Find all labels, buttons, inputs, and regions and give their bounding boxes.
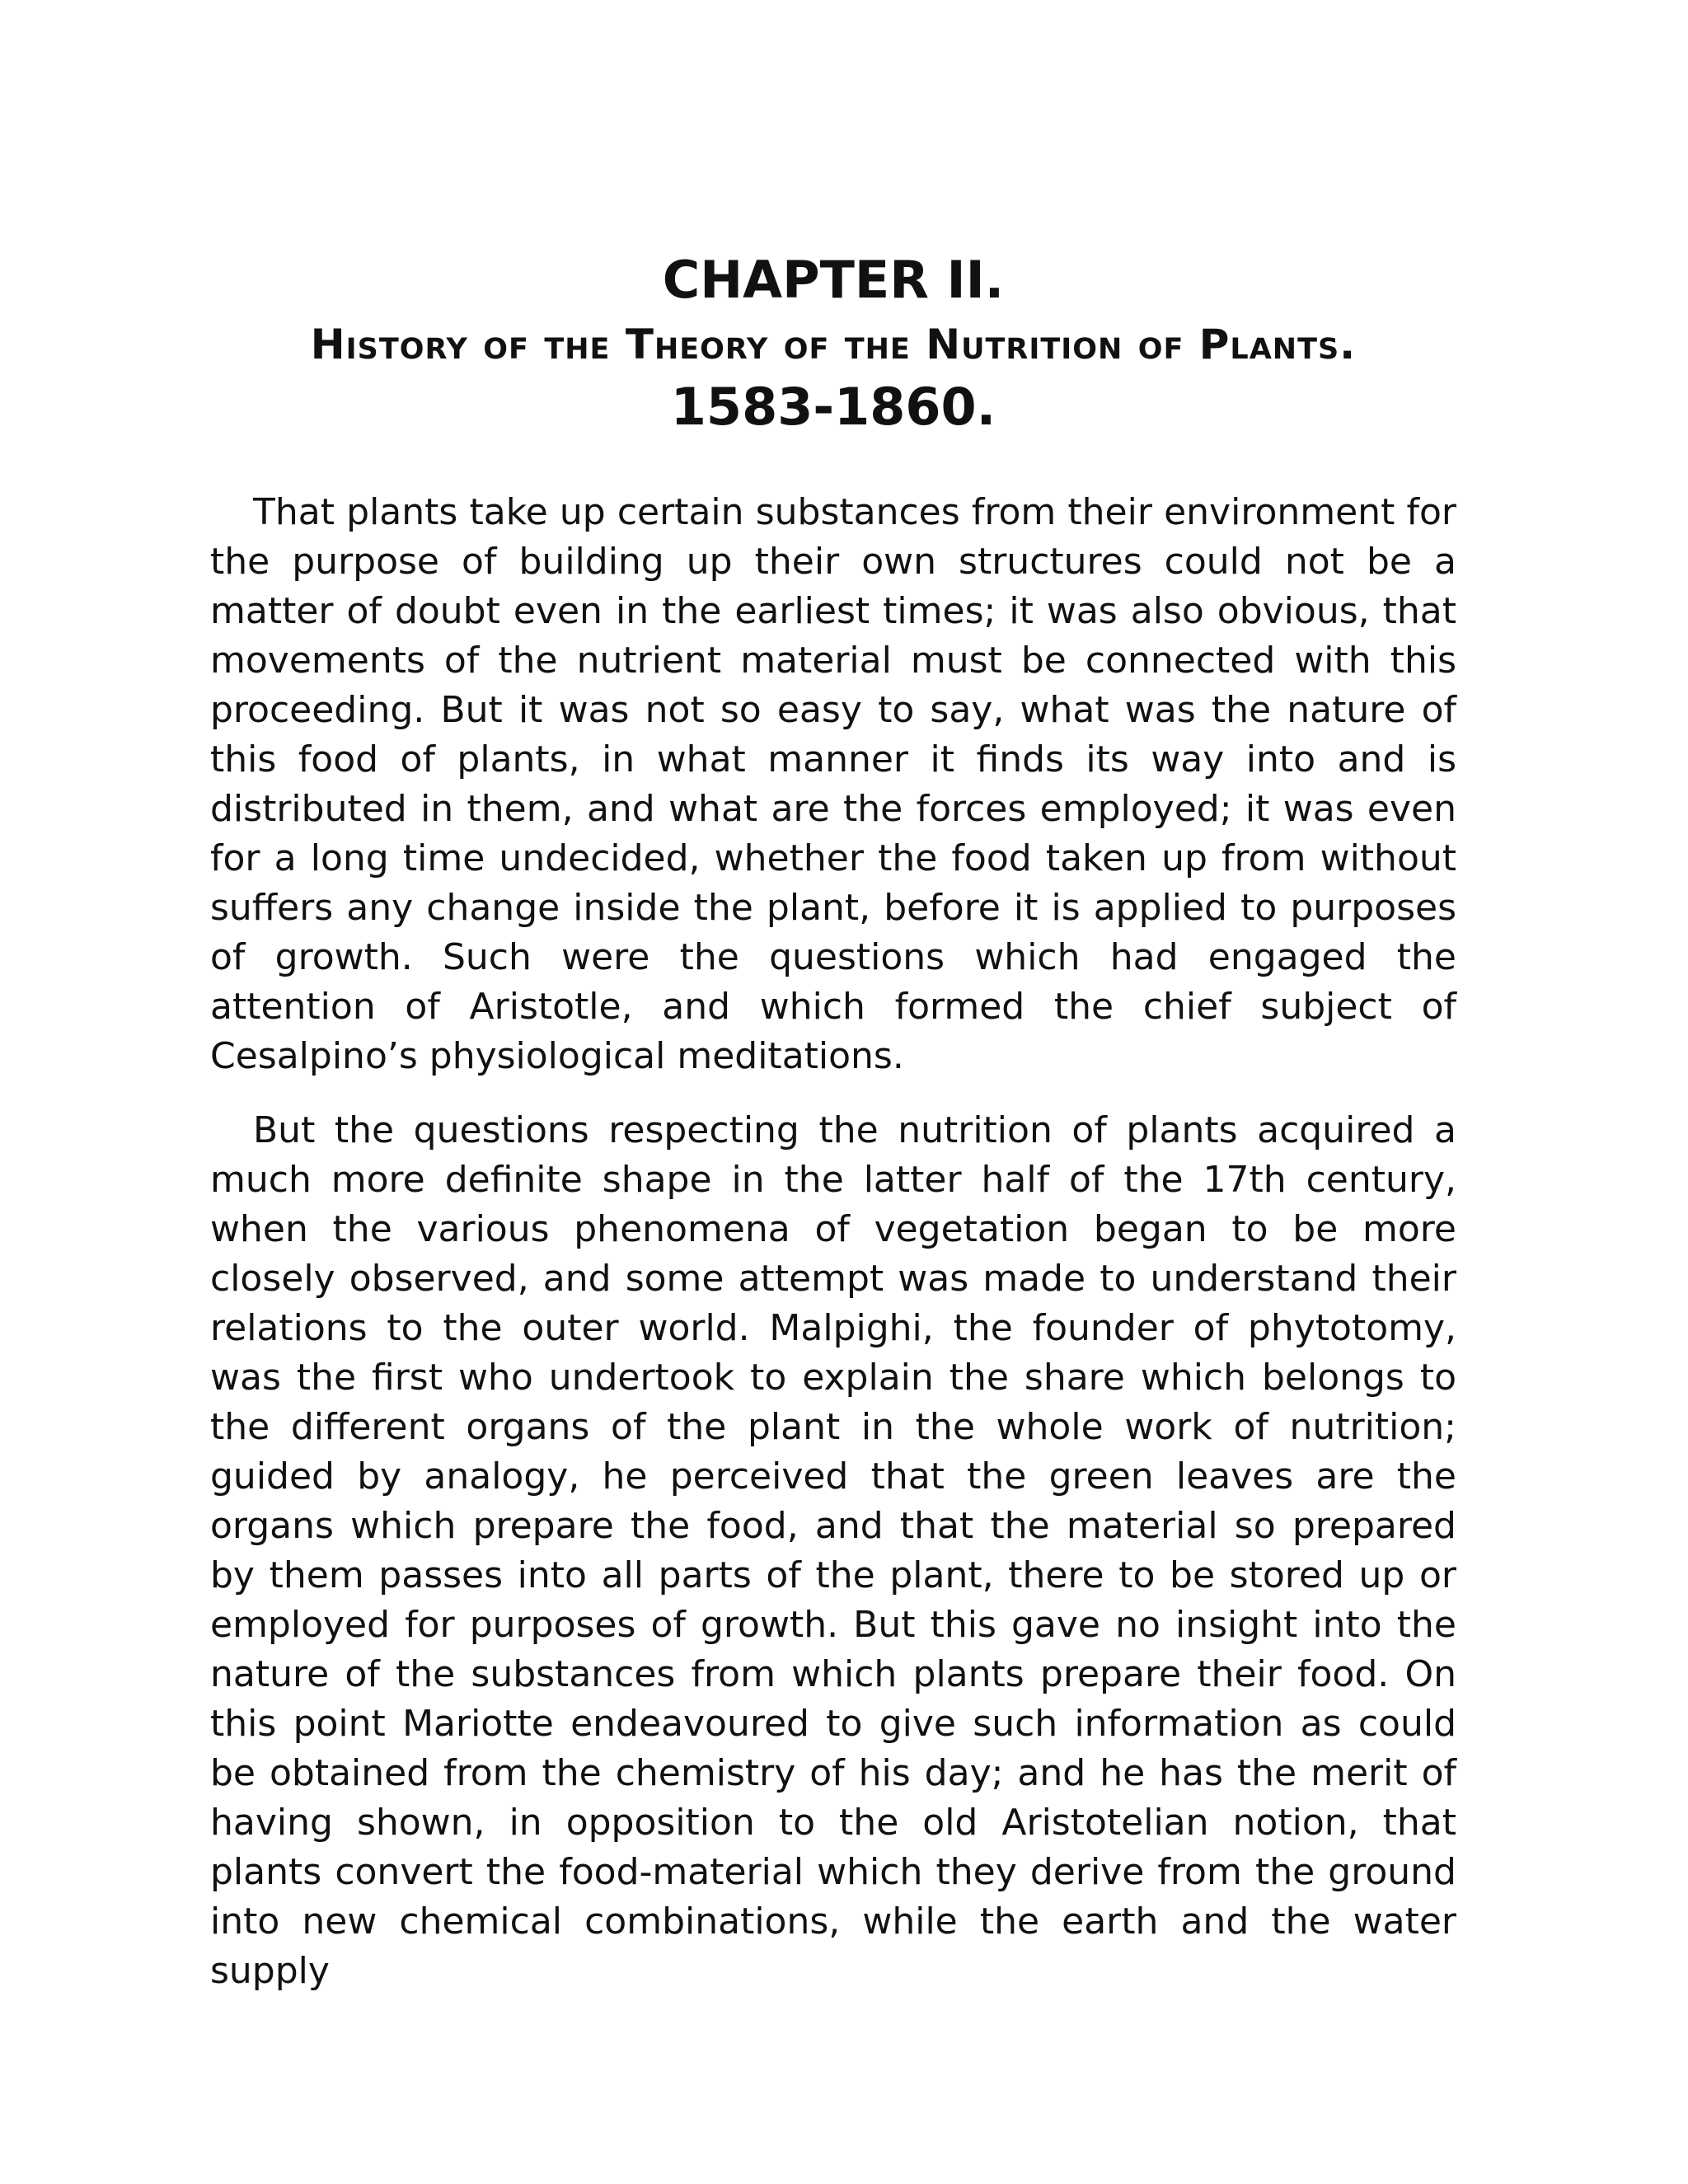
chapter-body (210, 488, 1456, 1996)
chapter-number: CHAPTER II. (662, 250, 1005, 310)
paragraph-1: That plants take up certain substances from their environment for the purpose of building up their own structures could not be a matter of doubt even in the earliest times; it was also obvious, that movements of the nutrient material must be connected with this proceeding. But it was not so easy to say, what was the nature of this food of plants, in what manner it finds its way into and is distributed in them, and what are the forces employed; it was even for a long time undecided, whether the food taken up from without suffers any change inside the plant, before it is applied to purposes of growth. Such were the questions which had engaged the attention of Aristotle, and which formed the chief subject of Cesalpino’s physiological meditations. (210, 491, 1456, 1077)
chapter-dates: 1583-1860. (670, 377, 996, 437)
chapter-title: History of the Theory of the Nutrition of Plants. (310, 321, 1357, 368)
paragraph-2: But the questions respecting the nutrition of plants acquired a much more definite shape in the latter half of the 17th century, when the various phenomena of vegetation began to be more closely observed, and some attempt was made to understand their relations to the outer world. Malpighi, the founder of phytotomy, was the first who undertook to explain the share which belongs to the different organs of the plant in the whole work of nutrition; guided by analogy, he perceived that the green leaves are the organs which prepare the food, and that the material so prepared by them passes into all parts of the plant, there to be stored up or employed for purposes of growth. But this gave no insight into the nature of the substances from which plants prepare their food. On this point Mariotte endeavoured to give such information as could be obtained from the chemistry of his day; and he has the merit of having shown, in opposition to the old Aristotelian notion, that plants convert the food-material which they derive from the ground into new chemical combinations, while the earth and the water supply (210, 1109, 1456, 1992)
chapter-heading (210, 247, 1456, 440)
book-page (210, 247, 1456, 2021)
